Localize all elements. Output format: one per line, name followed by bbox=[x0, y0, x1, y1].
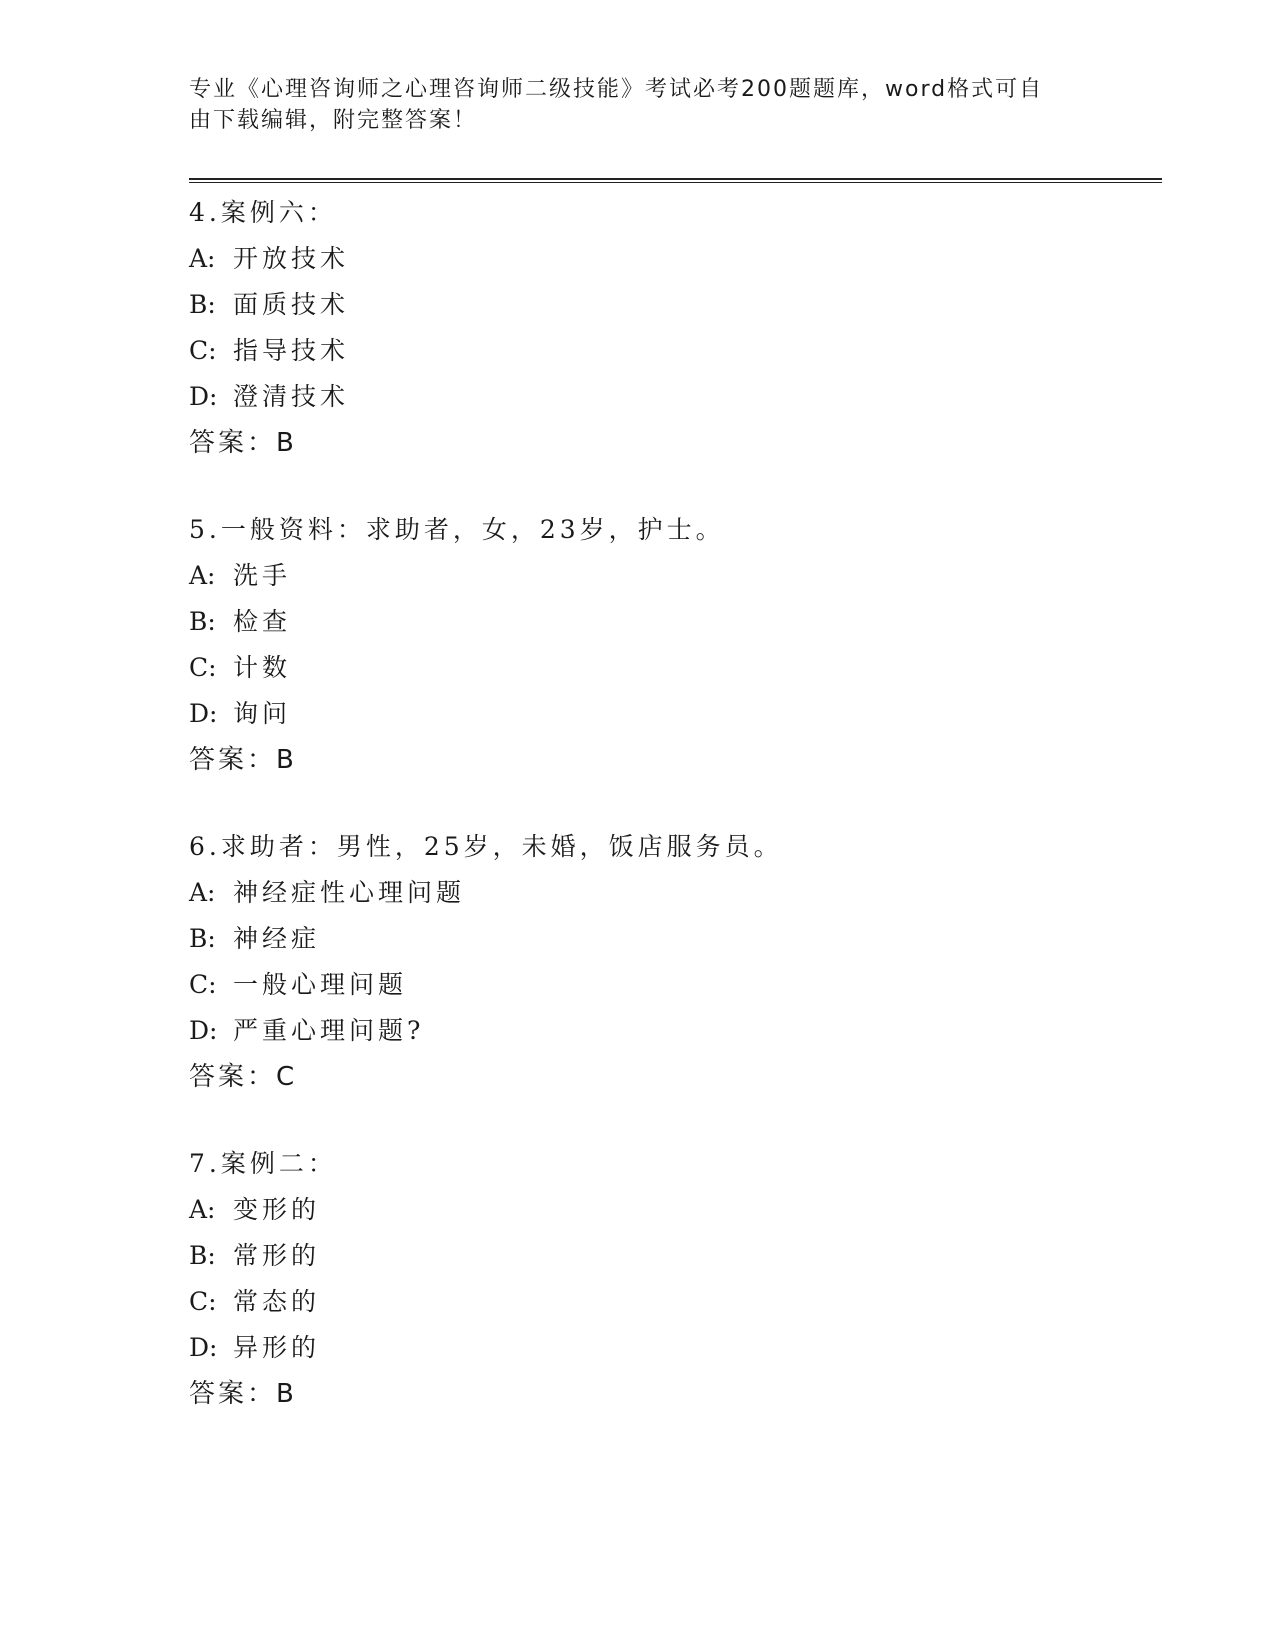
option-c bbox=[189, 1279, 1149, 1325]
option-letter: A: bbox=[189, 561, 216, 590]
option-letter: D: bbox=[189, 382, 218, 411]
document-header bbox=[189, 74, 1079, 136]
option-letter: B: bbox=[189, 607, 216, 636]
header-divider bbox=[189, 178, 1162, 183]
option-d bbox=[189, 374, 1149, 420]
header-line-2: 由下载编辑，附完整答案！ bbox=[189, 108, 478, 133]
option-text: 面质技术 bbox=[233, 290, 350, 319]
option-text: 神经症性心理问题 bbox=[233, 878, 466, 907]
option-letter: B: bbox=[189, 290, 216, 319]
option-text: 一般心理问题 bbox=[233, 970, 408, 999]
question-list bbox=[189, 190, 1149, 1458]
option-letter: C: bbox=[189, 1287, 217, 1316]
option-text: 神经症 bbox=[233, 924, 321, 953]
option-b bbox=[189, 282, 1149, 328]
question-7 bbox=[189, 1141, 1149, 1417]
option-a bbox=[189, 236, 1149, 282]
option-text: 检查 bbox=[233, 607, 292, 636]
option-b bbox=[189, 599, 1149, 645]
option-text: 计数 bbox=[233, 653, 292, 682]
option-letter: C: bbox=[189, 653, 217, 682]
option-text: 询问 bbox=[233, 699, 292, 728]
question-6 bbox=[189, 824, 1149, 1100]
option-text: 异形的 bbox=[233, 1333, 321, 1362]
header-line-1: 专业《心理咨询师之心理咨询师二级技能》考试必考200题题库，word格式可自 bbox=[189, 77, 1044, 102]
question-stem: 7.案例二： bbox=[189, 1149, 337, 1178]
option-d bbox=[189, 691, 1149, 737]
option-text: 洗手 bbox=[233, 561, 292, 590]
option-letter: A: bbox=[189, 1195, 216, 1224]
option-text: 澄清技术 bbox=[233, 382, 350, 411]
option-a bbox=[189, 1187, 1149, 1233]
option-b bbox=[189, 1233, 1149, 1279]
option-letter: A: bbox=[189, 878, 216, 907]
question-5 bbox=[189, 507, 1149, 783]
option-text: 开放技术 bbox=[233, 244, 350, 273]
question-4 bbox=[189, 190, 1149, 466]
option-letter: A: bbox=[189, 244, 216, 273]
option-b bbox=[189, 916, 1149, 962]
option-a bbox=[189, 870, 1149, 916]
option-letter: B: bbox=[189, 924, 216, 953]
option-letter: D: bbox=[189, 1016, 218, 1045]
option-letter: D: bbox=[189, 699, 218, 728]
option-letter: D: bbox=[189, 1333, 218, 1362]
question-stem: 6.求助者：男性，25岁，未婚，饭店服务员。 bbox=[189, 832, 783, 861]
option-letter: C: bbox=[189, 970, 217, 999]
answer-line: 答案：C bbox=[189, 1062, 298, 1092]
answer-line: 答案：B bbox=[189, 428, 297, 458]
answer-line: 答案：B bbox=[189, 1379, 297, 1409]
option-text: 变形的 bbox=[233, 1195, 321, 1224]
option-text: 严重心理问题? bbox=[233, 1016, 425, 1045]
answer-line: 答案：B bbox=[189, 745, 297, 775]
option-c bbox=[189, 962, 1149, 1008]
option-text: 常形的 bbox=[233, 1241, 321, 1270]
option-c bbox=[189, 645, 1149, 691]
option-text: 常态的 bbox=[233, 1287, 321, 1316]
option-letter: B: bbox=[189, 1241, 216, 1270]
option-c bbox=[189, 328, 1149, 374]
option-letter: C: bbox=[189, 336, 217, 365]
option-text: 指导技术 bbox=[233, 336, 350, 365]
option-d bbox=[189, 1008, 1149, 1054]
option-d bbox=[189, 1325, 1149, 1371]
question-stem: 5.一般资料：求助者，女，23岁，护士。 bbox=[189, 515, 725, 544]
option-a bbox=[189, 553, 1149, 599]
question-stem: 4.案例六： bbox=[189, 198, 337, 227]
